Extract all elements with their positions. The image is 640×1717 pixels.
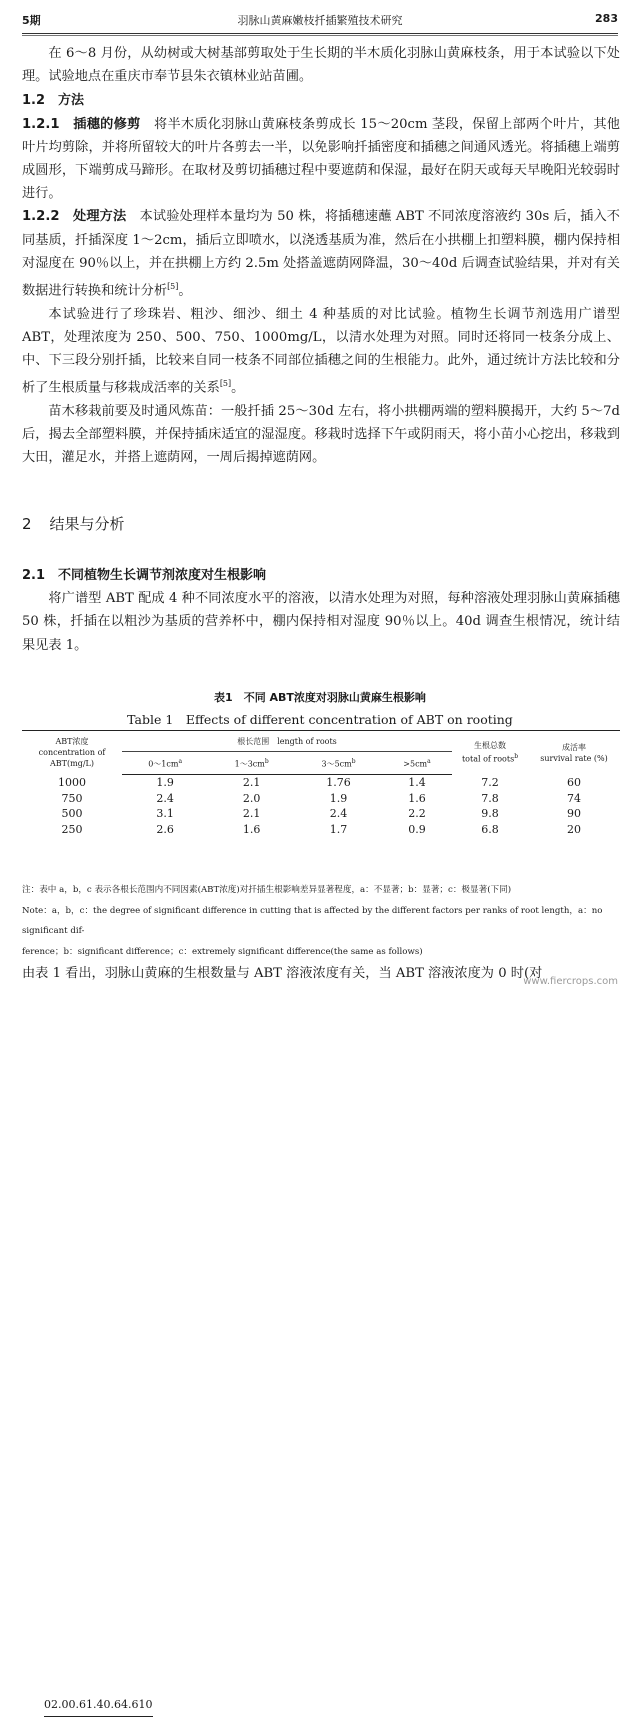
cell-survival: 60 (567, 776, 581, 790)
cell-1-3cm: 2.1 (242, 807, 261, 821)
cell-survival: 10 (139, 1693, 153, 1717)
cell-gt5cm: 1.4 (408, 776, 426, 790)
treatment-subheading: 1.2.2 处理方法 (22, 209, 127, 225)
treatment-paragraph (22, 205, 620, 302)
header-text: 1～3cm (234, 759, 265, 769)
header-line: 生根总数 (474, 741, 506, 751)
running-header (22, 12, 618, 32)
col-header-0-1cm (122, 752, 208, 775)
col-header-3-5cm (295, 752, 382, 775)
header-text: 0～1cm (148, 759, 179, 769)
results-paragraph: 将广谱型 ABT 配成 4 种不同浓度水平的溶液，以清水处理为对照，每种溶液处理羽脉山黄麻插穗 50 株，扦插在以粗沙为基质的营养杯中，棚内保持相对湿度 90％以上。40d 调查生根情况，统计结果见表 1。 (22, 591, 620, 653)
cell-1-3cm: 0.6 (69, 1693, 87, 1717)
cell-1-3cm: 1.6 (242, 823, 261, 837)
cutting-subheading: 1.2.1 插穗的修剪 (22, 116, 141, 132)
cell-gt5cm: 1.6 (408, 791, 426, 805)
cell-3-5cm: 1.9 (329, 791, 348, 805)
header-line: 成活率 (562, 742, 586, 752)
table-row (44, 1693, 600, 1717)
significance-mark: b (264, 758, 269, 766)
cell-total: 9.8 (481, 807, 499, 821)
table-caption-cn: 表1 不同 ABT浓度对羽脉山黄麻生根影响 (214, 691, 426, 704)
col-header-1-3cm (208, 752, 295, 775)
cell-gt5cm: 0.6 (104, 1693, 122, 1717)
significance-mark: a (178, 758, 183, 766)
cell-1-3cm: 2.0 (242, 791, 261, 805)
header-line: concentration of (38, 748, 106, 758)
cell-concentration: 250 (61, 823, 83, 837)
cell-survival: 20 (567, 823, 581, 837)
header-line (452, 751, 528, 765)
results-text-block (22, 564, 620, 657)
cell-total: 4.6 (121, 1693, 139, 1717)
header-rule-thin (22, 35, 618, 36)
note-cn: 注：表中 a，b，c 表示各根长范围内不同因素(ABT浓度)对扦插生根影响差异显著程度，a：不显著；b：显著；c：极显著(下同) (22, 885, 512, 895)
cell-concentration: 500 (61, 807, 83, 821)
cell-survival: 74 (567, 791, 581, 805)
materials-paragraph: 在 6～8 月份，从幼树或大树基部剪取处于生长期的半木质化羽脉山黄麻枝条，用于本试验以下处理。试验地点在重庆市奉节县朱衣镇林业站苗圃。 (22, 46, 620, 85)
citation-ref: [5] (167, 282, 179, 292)
cell-total: 6.8 (481, 823, 499, 837)
results-section-heading (22, 513, 125, 534)
table-notes (22, 880, 620, 962)
significance-mark: a (427, 758, 431, 766)
substrate-paragraph (22, 303, 620, 400)
cell-concentration: 1000 (58, 776, 86, 790)
cell-3-5cm: 1.4 (86, 1693, 104, 1717)
issue-number: 5期 (22, 14, 41, 27)
cell-total: 7.8 (481, 791, 499, 805)
cell-survival: 90 (567, 807, 581, 821)
cell-0-1cm: 1.9 (156, 776, 174, 790)
methods-heading: 1.2 方法 (22, 93, 85, 109)
section-number: 2 (22, 515, 32, 533)
treatment-end: 。 (178, 283, 192, 299)
cell-gt5cm: 0.9 (408, 823, 426, 837)
note-en-line2: ference；b：significant difference；c：extremely significant difference(the same as follows) (22, 946, 423, 957)
col-header-concentration (22, 731, 122, 775)
col-header-total (452, 731, 528, 775)
cell-1-3cm: 2.1 (242, 776, 261, 790)
table-row (22, 791, 620, 807)
significance-mark: b (514, 753, 519, 761)
cell-3-5cm: 2.4 (329, 807, 348, 821)
cell-0-1cm: 2.0 (51, 1693, 69, 1717)
cell-0-1cm: 2.6 (156, 823, 174, 837)
col-header-survival (528, 731, 620, 775)
continuation-text: 由表 1 看出，羽脉山黄麻的生根数量与 ABT 溶液浓度有关，当 ABT 溶液浓度为 0 时(对 (22, 966, 543, 981)
hardening-paragraph: 苗木移栽前要及时通风炼苗：一般扦插 25～30d 左右，将小拱棚两端的塑料膜揭开，大约 5～7d 后，揭去全部塑料膜，并保持插床适宜的湿湿度。移栽时选择下午或阴雨天，将小苗小心挖出，移栽到大田，灌足水，并搭上遮荫网，一周后揭掉遮荫网。 (22, 403, 620, 466)
citation-ref: [5] (219, 379, 232, 389)
results-subheading: 2.1 不同植物生长调节剂浓度对生根影响 (22, 568, 267, 583)
col-header-gt5cm (382, 752, 452, 775)
significance-mark: b (351, 758, 356, 766)
page-number: 283 (595, 12, 618, 25)
table-row (22, 775, 620, 791)
watermark: www.fiercrops.com (523, 976, 618, 987)
cell-0-1cm: 2.4 (156, 791, 174, 805)
col-header-length-group: 根长范围 length of roots (122, 731, 452, 752)
cell-3-5cm: 1.7 (329, 823, 348, 837)
cell-0-1cm: 3.1 (156, 807, 174, 821)
header-text: total of roots (461, 755, 515, 765)
header-text: >5cm (403, 759, 428, 769)
cutting-paragraph (22, 113, 620, 206)
cutting-text: 将半木质化羽脉山黄麻枝条剪成长 15～20cm 茎段，保留上部两个叶片，其他叶片均剪除，并将所留较大的叶片各剪去一半，以免影响扦插密度和插穗之间通风透光。将插穗上端剪成圆形，下端剪成马蹄形。在取材及剪切插穗过程中要遮荫和保湿，最好在阴天或每天早晚阳光较弱时进行。 (22, 116, 620, 202)
substrate-end: 。 (231, 380, 245, 396)
header-text: 3～5cm (321, 759, 352, 769)
body-text-block (22, 42, 620, 469)
note-en-line1: Note：a，b，c：the degree of significant difference in cutting that is affected by the different factors per ranks of root length，a：no significant dif- (22, 905, 603, 936)
header-line: ABT浓度 (55, 737, 89, 747)
header-rule (22, 33, 618, 34)
table-row (22, 806, 620, 822)
header-line: ABT(mg/L) (50, 759, 94, 769)
header-line: survival rate (%) (540, 753, 608, 763)
cell-concentration: 0 (44, 1693, 51, 1717)
treatment-text: 本试验处理样本量均为 50 株，将插穗速蘸 ABT 不同浓度溶液约 30s 后，插入不同基质，扦插深度 1～2cm，插后立即喷水，以浇透基质为准，然后在小拱棚上扣塑料膜，棚内保持相对湿度在 90％以上，并在拱棚上方约 2.5m 处搭盖遮荫网降温，30～40d 后调查试验结果，并对有关数据进行转换和统计分析 (22, 209, 620, 299)
table-row (22, 822, 620, 838)
cell-3-5cm: 1.76 (326, 776, 351, 790)
running-title: 羽脉山黄麻嫩枝扦插繁殖技术研究 (237, 14, 403, 27)
table-caption-en: Table 1 Effects of different concentration of ABT on rooting (127, 712, 513, 727)
cell-total: 7.2 (481, 776, 499, 790)
cell-concentration: 750 (61, 791, 83, 805)
section-title: 结果与分析 (49, 515, 125, 533)
substrate-text: 本试验进行了珍珠岩、粗沙、细沙、细土 4 种基质的对比试验。植物生长调节剂选用广谱型 ABT，处理浓度为 250、500、750、1000mg/L，以清水处理为对照。同时还将同一枝条分成上、中、下三段分别扦插，比较来自同一枝条不同部位插穗之间的生根能力。此外，通过统计方法比较和分析了生根质量与移栽成活率的关系 (22, 306, 620, 396)
cell-gt5cm: 2.2 (408, 807, 426, 821)
